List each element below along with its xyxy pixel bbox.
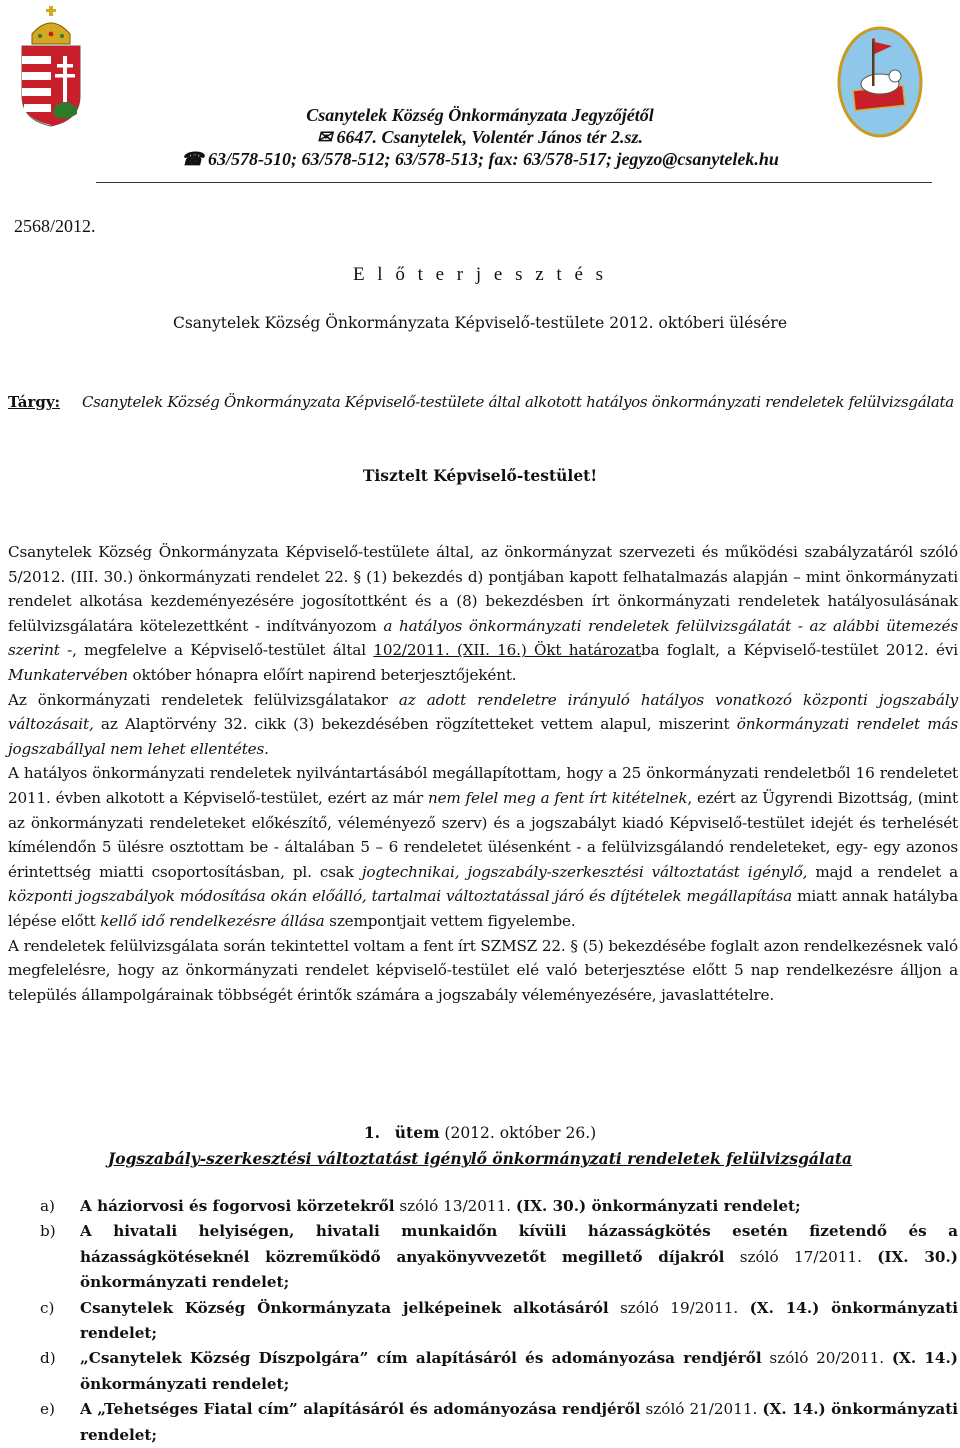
holy-crown	[32, 6, 70, 44]
phase-number: 1.	[363, 1123, 380, 1142]
address-text: 6647. Csanytelek, Volentér János tér 2.sz.	[336, 127, 644, 147]
list-item	[40, 1397, 958, 1448]
text-run: 102/2011. (XII. 16.) Ökt határozat	[373, 641, 641, 660]
list-marker: d)	[40, 1349, 56, 1368]
letterhead-issuer: Csanytelek Község Önkormányzata Jegyzőjétől	[306, 105, 654, 125]
paragraph-1	[8, 540, 958, 688]
meeting-line: Csanytelek Község Önkormányzata Képviselő-testülete 2012. októberi ülésére	[172, 314, 788, 332]
list-item	[40, 1194, 958, 1219]
text-run: Az önkormányzati rendeletek felülvizsgálatakor	[8, 690, 399, 709]
list-item-text	[80, 1296, 958, 1347]
text-run: Csanytelek Község Önkormányzata Képviselő-testülete által, az önkormányzat szervezeti és működési szabályzatáról szóló 5/2012. (III. 30.) önkormányzati rendelet 22. § (1) bekezdés d) pontjában kapott felhatalmazás alapján – mint önkormányzati rendelet alkotása kezdeményezésére jogosítottként és a (8) bekezdésben írt önkormányzati rendeletek hatályosulásának felülvizsgálatára kötelezettként - indítványozom	[8, 543, 958, 635]
text-run: „Csanytelek Község Díszpolgára” cím alapításáról és adományozása rendjéről	[80, 1349, 762, 1368]
text-run: jogtechnikai, jogszabály-szerkesztési változtatást igénylő,	[361, 862, 808, 881]
list-marker: c)	[40, 1298, 55, 1317]
list-marker: e)	[40, 1400, 55, 1419]
text-run: szóló 19/2011.	[608, 1298, 750, 1317]
text-run: ba foglalt, a Képviselő-testület 2012. évi	[640, 641, 958, 660]
subject-label: Tárgy:	[8, 393, 61, 411]
list-item-text	[80, 1194, 958, 1219]
text-run: , ezért az Ügyrendi Bizottság, (mint az önkormányzati rendeleteket előkészítő, véleményező szerv) és a jogszabályt kiadó Képviselő-testület idejét és terhelését kímélendőn 5 ülésre osztottam be - általában 5 – 6 rendeletet ülésenként - a felülvizsgálandó rendeleteket, egy- egy azonos érintettség miatti csoportosításban, pl. csak	[8, 788, 959, 881]
schedule-phase	[0, 1120, 960, 1146]
document-number: 2568/2012.	[14, 216, 96, 236]
text-run: szóló 13/2011.	[394, 1197, 516, 1215]
text-run: (X. 14.) önkormányzati rendelet;	[80, 1298, 958, 1343]
text-run: az Alaptörvény 32. cikk (3) bekezdésében rögzítetteket vettem alapul, miszerint	[93, 715, 737, 734]
paragraph-4: A rendeletek felülvizsgálata során tekintettel voltam a fent írt SZMSZ 22. § (5) bekezdésébe foglalt azon rendelkezésnek való megfelelésre, hogy az önkormányzati rendelet képviselő-testület elé való beterjesztése előtt 5 nap rendelkezésre álljon a település állampolgárainak többségét érintők számára a jogszabály véleményezésére, javaslattételre.	[8, 936, 958, 1004]
phone-icon: ☎	[181, 149, 204, 169]
list-marker: a)	[40, 1197, 55, 1215]
phase-label: ütem	[394, 1123, 440, 1142]
text-run: , megfelelve a Képviselő-testület által	[72, 641, 374, 660]
text-run: szóló 20/2011.	[761, 1349, 892, 1368]
envelope-icon: ✉	[316, 127, 333, 147]
subject-text: Csanytelek Község Önkormányzata Képviselő-testülete által alkotott hatályos önkormányzati rendeletek felülvizsgálata	[82, 393, 954, 411]
text-run: A háziorvosi és fogorvosi körzetekről	[80, 1197, 395, 1215]
schedule-subtitle: Jogszabály-szerkesztési változtatást igénylő önkormányzati rendeletek felülvizsgálata	[107, 1149, 853, 1168]
text-run: önkormányzati rendelet más jogszabállyal nem lehet ellentétes.	[8, 715, 958, 758]
letterhead	[0, 104, 960, 170]
text-run: A „Tehetséges Fiatal cím” alapításáról és adományozása rendjéről	[80, 1400, 641, 1419]
contact-text: 63/578-510; 63/578-512; 63/578-513; fax: 63/578-517; jegyzo@csanytelek.hu	[208, 149, 779, 169]
text-run: központi jogszabályok módosítása okán előálló, tartalmai változtatással járó és díjtételek megállapítása	[8, 887, 793, 906]
text-run: A hatályos önkormányzati rendeletek nyilvántartásából megállapítottam, hogy a 25 önkormányzati rendeletből 16 rendeletet 2011. évben alkotott a Képviselő-testület, ezért az már	[8, 764, 958, 807]
text-run: szempontjait vettem figyelembe.	[324, 911, 576, 930]
text-run: nem felel meg a fent írt kitételnek	[427, 788, 688, 807]
text-run: (X. 14.) önkormányzati rendelet;	[80, 1349, 958, 1393]
list-item	[40, 1346, 958, 1397]
list-item-text	[80, 1219, 958, 1295]
text-run: Csanytelek Község Önkormányzata jelképeinek alkotásáról	[80, 1298, 609, 1317]
text-run: szóló 17/2011.	[724, 1247, 878, 1266]
paragraph-3	[8, 761, 958, 933]
subject-block	[8, 390, 954, 415]
letterhead-contact	[0, 148, 960, 170]
text-run: kellő idő rendelkezésre állása	[100, 911, 325, 930]
salutation: Tisztelt Képviselő-testület!	[362, 466, 598, 485]
schedule-heading	[0, 1120, 960, 1171]
text-run: Munkatervében	[8, 665, 128, 684]
list-item	[40, 1219, 958, 1295]
text-run: (X. 14.) önkormányzati rendelet;	[80, 1400, 959, 1444]
body-text	[8, 540, 958, 1007]
text-run: szóló 21/2011.	[640, 1400, 763, 1419]
list-item-text	[80, 1397, 958, 1448]
phase-date: (2012. október 26.)	[439, 1124, 597, 1142]
list-marker: b)	[40, 1222, 56, 1241]
text-run: a hatályos önkormányzati rendeletek felülvizsgálatát - az alábbi ütemezés szerint -	[8, 616, 958, 660]
list-item	[40, 1296, 958, 1347]
text-run: (IX. 30.) önkormányzati rendelet;	[515, 1197, 801, 1215]
text-run: majd a rendelet a	[807, 862, 959, 881]
text-run: (IX. 30.) önkormányzati rendelet;	[80, 1247, 958, 1292]
list-item-text	[80, 1346, 958, 1397]
text-run: az adott rendeletre irányuló hatályos vonatkozó központi jogszabály változásait,	[8, 690, 958, 734]
text-run: miatt annak hatályba lépése előtt	[8, 887, 958, 930]
regulation-list	[40, 1194, 958, 1448]
paragraph-2	[8, 688, 958, 762]
header-divider	[96, 182, 932, 183]
letterhead-address	[0, 126, 960, 148]
text-run: A hivatali helyiségen, hivatali munkaidőn kívüli házasságkötés esetén fizetendő és a házasságkötéseknél közreműködő anyakönyvvezetőt megillető díjakról	[80, 1222, 958, 1266]
text-run: október hónapra előírt napirend beterjesztőjeként.	[127, 665, 517, 684]
document-title: E l ő t e r j e s z t é s	[352, 264, 608, 285]
